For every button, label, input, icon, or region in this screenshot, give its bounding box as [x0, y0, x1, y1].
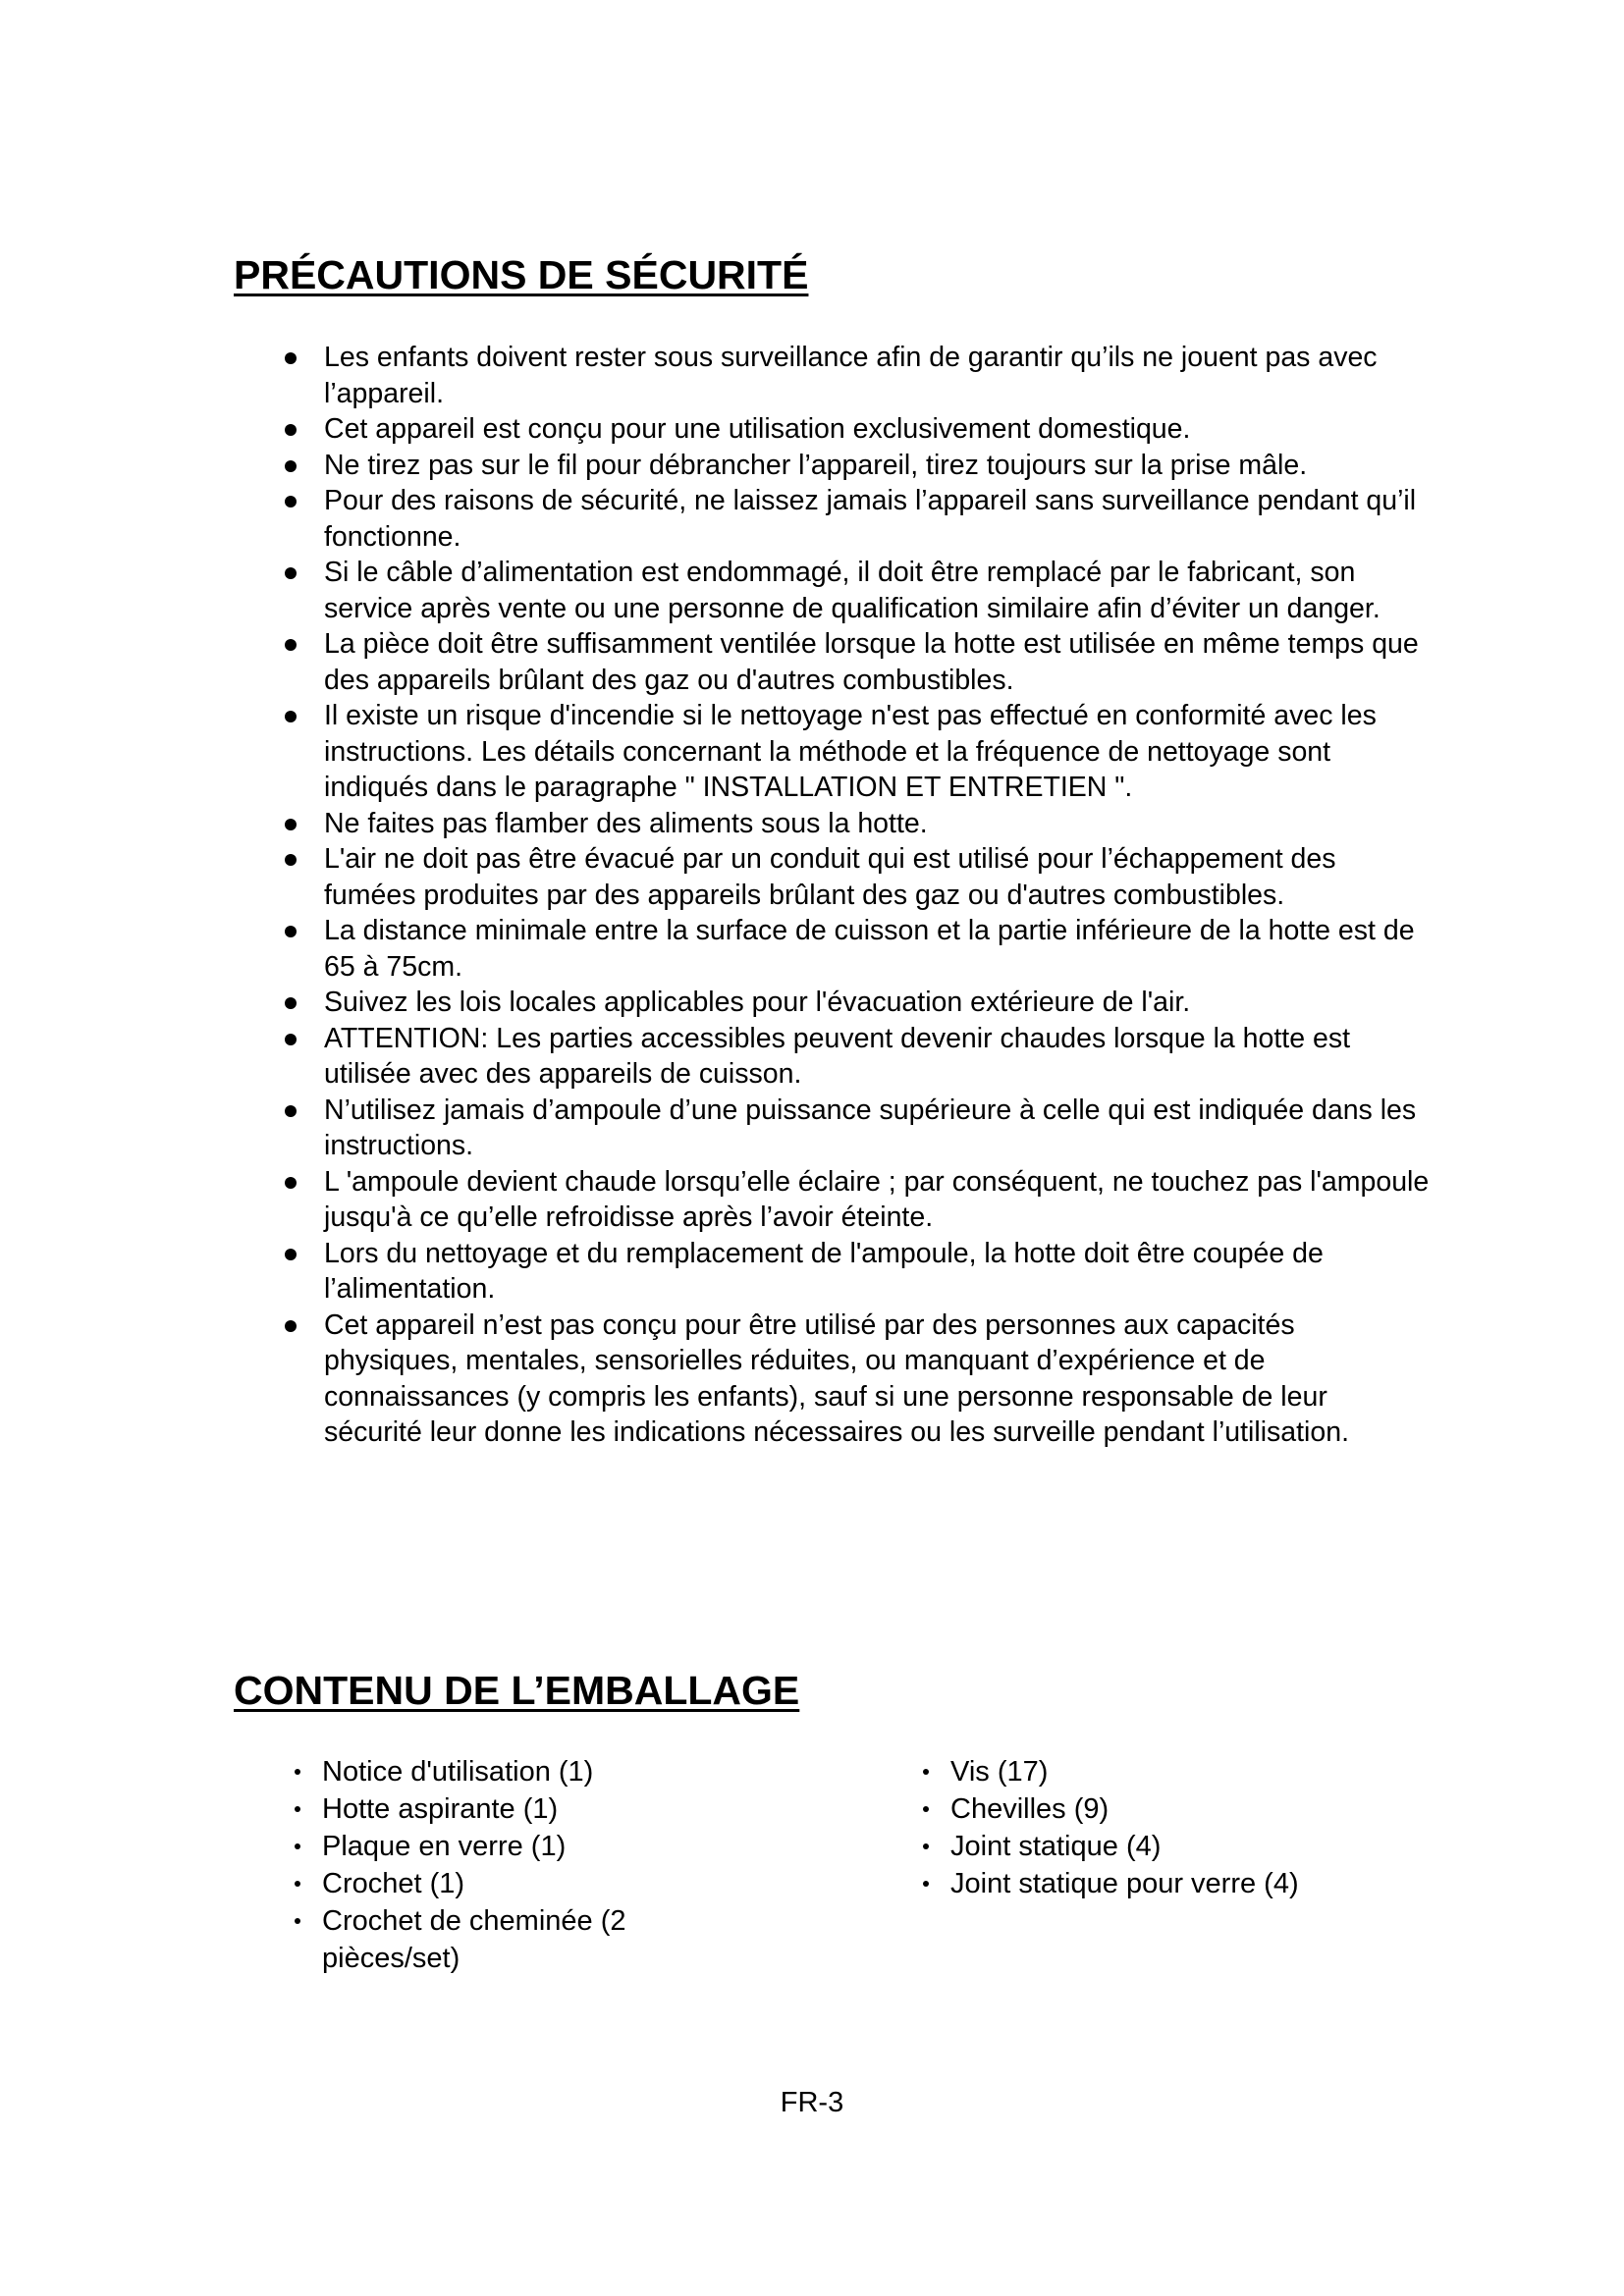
package-item	[913, 1865, 1424, 1902]
package-item-text: Plaque en verre (1)	[322, 1831, 567, 1862]
safety-item-text: La distance minimale entre la surface de cuisson et la partie inférieure de la hotte est de 65 à 75cm.	[324, 915, 1415, 983]
page-number: FR-3	[780, 2087, 844, 2118]
safety-item-text: L'air ne doit pas être évacué par un conduit qui est utilisé pour l’échappement des fumées produites par des appareils brûlant des gaz ou d'autres combustibles.	[324, 843, 1336, 911]
safety-item	[271, 411, 1430, 448]
bullet-icon	[295, 1806, 300, 1812]
package-item	[285, 1865, 697, 1902]
safety-item	[271, 448, 1430, 484]
bullet-icon	[285, 639, 297, 651]
package-item-text: Hotte aspirante (1)	[322, 1793, 559, 1825]
package-item-text: Crochet de cheminée (2 pièces/set)	[322, 1905, 626, 1974]
bullet-icon	[285, 854, 297, 866]
package-item	[285, 1828, 697, 1865]
bullet-icon	[285, 1320, 297, 1332]
package-item	[913, 1753, 1424, 1790]
safety-item	[271, 841, 1430, 913]
safety-item	[271, 483, 1430, 555]
safety-item	[271, 340, 1430, 411]
bullet-icon	[923, 1881, 929, 1887]
bullet-icon	[285, 567, 297, 579]
package-item	[285, 1753, 697, 1790]
bullet-icon	[285, 1249, 297, 1260]
bullet-icon	[285, 1105, 297, 1117]
bullet-icon	[923, 1806, 929, 1812]
bullet-icon	[923, 1769, 929, 1775]
bullet-icon	[285, 926, 297, 937]
package-item-text: Joint statique pour verre (4)	[950, 1868, 1299, 1899]
safety-precautions-title: PRÉCAUTIONS DE SÉCURITÉ	[234, 252, 809, 297]
safety-item	[271, 1021, 1430, 1093]
bullet-icon	[285, 424, 297, 436]
safety-item-text: Ne faites pas flamber des aliments sous la hotte.	[324, 807, 928, 839]
safety-item-text: Les enfants doivent rester sous surveillance afin de garantir qu’ils ne jouent pas avec l’appareil.	[324, 342, 1378, 409]
safety-item	[271, 698, 1430, 806]
safety-item-text: Cet appareil est conçu pour une utilisation exclusivement domestique.	[324, 413, 1191, 445]
bullet-icon	[285, 352, 297, 364]
package-item-text: Vis (17)	[950, 1756, 1049, 1788]
safety-item-text: Cet appareil n’est pas conçu pour être utilisé par des personnes aux capacités physiques, mentales, sensorielles réduites, ou manquant d’expérience et de connaissances (y compris les enfants), sauf si une personne responsable de leur sécurité leur donne les indications nécessaires ou les surveille pendant l’utilisation.	[324, 1308, 1350, 1448]
bullet-icon	[295, 1769, 300, 1775]
safety-item	[271, 913, 1430, 985]
package-contents-list-left	[285, 1753, 697, 1977]
bullet-icon	[285, 819, 297, 830]
safety-item-text: La pièce doit être suffisamment ventilée lorsque la hotte est utilisée en même temps que des appareils brûlant des gaz ou d'autres combustibles.	[324, 628, 1419, 696]
bullet-icon	[285, 1177, 297, 1189]
safety-item-text: Lors du nettoyage et du remplacement de l'ampoule, la hotte doit être coupée de l’alimentation.	[324, 1237, 1324, 1305]
safety-item	[271, 1164, 1430, 1236]
package-item-text: Joint statique (4)	[950, 1831, 1162, 1862]
safety-item-text: Pour des raisons de sécurité, ne laissez jamais l’appareil sans surveillance pendant qu’il fonctionne.	[324, 485, 1417, 553]
package-item	[285, 1902, 697, 1977]
bullet-icon	[285, 496, 297, 507]
package-item	[285, 1790, 697, 1828]
bullet-icon	[285, 460, 297, 472]
safety-item	[271, 806, 1430, 842]
package-item	[913, 1790, 1424, 1828]
safety-item-text: L 'ampoule devient chaude lorsqu’elle éclaire ; par conséquent, ne touchez pas l'ampoule jusqu'à ce qu’elle refroidisse après l’avoir éteinte.	[324, 1165, 1430, 1233]
safety-item	[271, 1308, 1430, 1451]
bullet-icon	[285, 711, 297, 722]
safety-item-text: ATTENTION: Les parties accessibles peuvent devenir chaudes lorsque la hotte est utilisée avec des appareils de cuisson.	[324, 1022, 1350, 1090]
safety-item	[271, 1236, 1430, 1308]
safety-item-text: Suivez les lois locales applicables pour l'évacuation extérieure de l'air.	[324, 987, 1191, 1018]
bullet-icon	[295, 1881, 300, 1887]
package-item-text: Chevilles (9)	[950, 1793, 1110, 1825]
safety-item	[271, 555, 1430, 626]
safety-item	[271, 626, 1430, 698]
bullet-icon	[295, 1843, 300, 1849]
package-contents-title: CONTENU DE L’EMBALLAGE	[234, 1668, 800, 1713]
bullet-icon	[923, 1843, 929, 1849]
safety-item	[271, 985, 1430, 1021]
safety-item-text: N’utilisez jamais d’ampoule d’une puissance supérieure à celle qui est indiquée dans les instructions.	[324, 1094, 1417, 1161]
package-item	[913, 1828, 1424, 1865]
bullet-icon	[285, 997, 297, 1009]
bullet-icon	[295, 1918, 300, 1924]
safety-item	[271, 1093, 1430, 1164]
package-item-text: Crochet (1)	[322, 1868, 465, 1899]
package-contents-list-right	[913, 1753, 1424, 1902]
bullet-icon	[285, 1034, 297, 1045]
safety-item-text: Il existe un risque d'incendie si le nettoyage n'est pas effectué en conformité avec les instructions. Les détails concernant la méthode et la fréquence de nettoyage sont indiqués dans le paragraphe " INSTALLATION ET ENTRETIEN ".	[324, 700, 1377, 803]
safety-precautions-list	[271, 340, 1430, 1451]
safety-item-text: Si le câble d’alimentation est endommagé, il doit être remplacé par le fabricant, son service après vente ou une personne de qualification similaire afin d’éviter un danger.	[324, 557, 1380, 624]
safety-item-text: Ne tirez pas sur le fil pour débrancher l’appareil, tirez toujours sur la prise mâle.	[324, 449, 1308, 481]
package-item-text: Notice d'utilisation (1)	[322, 1756, 594, 1788]
